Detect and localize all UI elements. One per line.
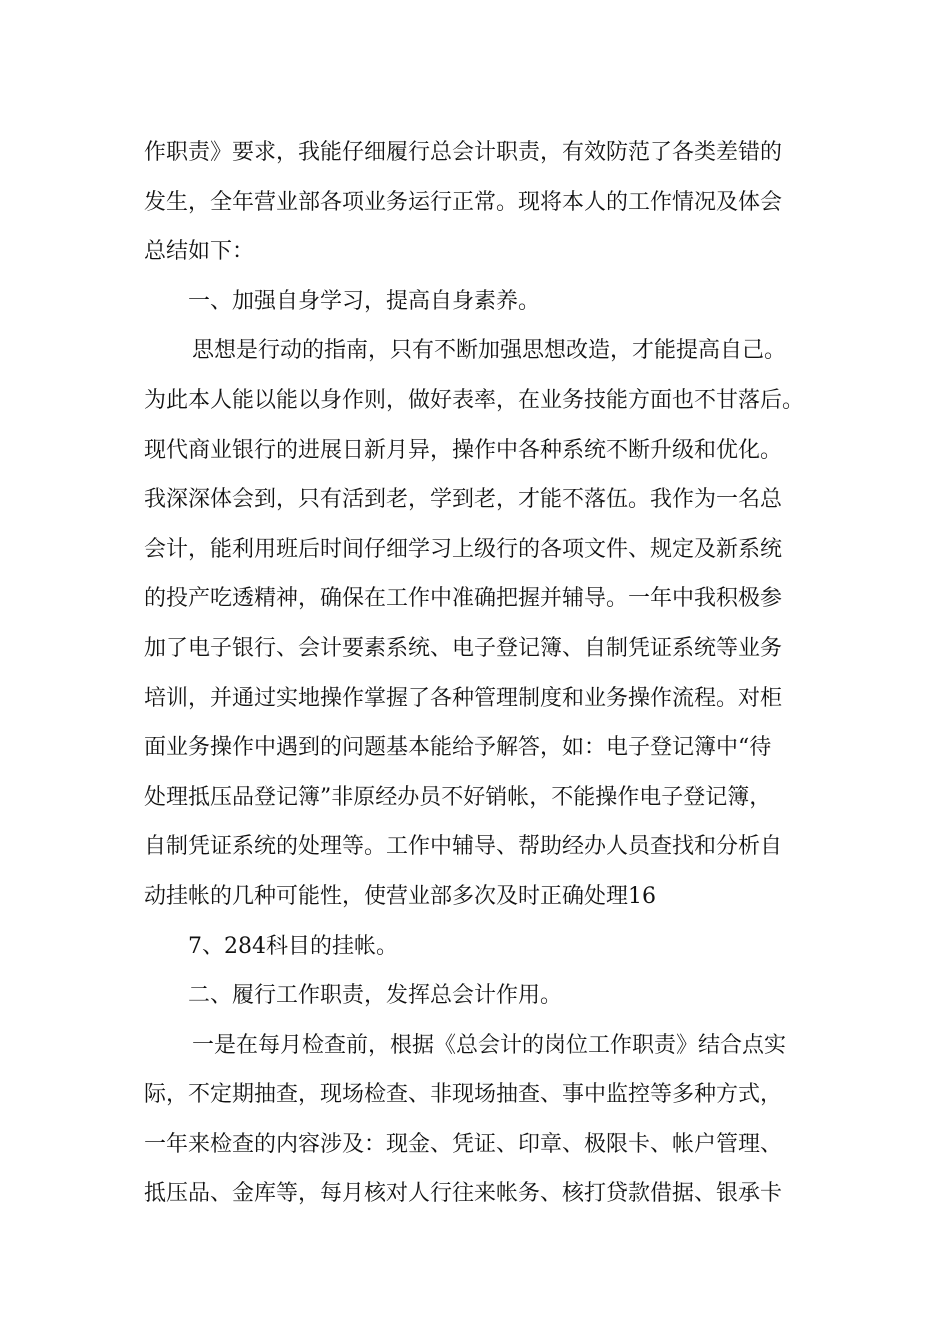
text-line: 面业务操作中遇到的问题基本能给予解答，如：电子登记簿中“待	[144, 735, 772, 761]
text-line: 为此本人能以能以身作则，做好表率，在业务技能方面也不甘落后。	[144, 387, 805, 413]
text-line: 现代商业银行的进展日新月异，操作中各种系统不断升级和优化。	[144, 437, 783, 463]
text-line: 发生，全年营业部各项业务运行正常。现将本人的工作情况及体会	[144, 189, 783, 215]
text-line: 一年来检查的内容涉及：现金、凭证、印章、极限卡、帐户管理、	[144, 1131, 783, 1157]
text-line: 我深深体会到，只有活到老，学到老，才能不落伍。我作为一名总	[144, 487, 783, 513]
text-line: 作职责》要求，我能仔细履行总会计职责，有效防范了各类差错的	[144, 140, 783, 165]
text-line: 自制凭证系统的处理等。工作中辅导、帮助经办人员查找和分析自	[144, 834, 783, 860]
text-line: 动挂帐的几种可能性，使营业部多次及时正确处理16	[144, 883, 656, 909]
text-line: 7、284科目的挂帐。	[188, 933, 398, 959]
text-line: 际，不定期抽查，现场检查、非现场抽查、事中监控等多种方式，	[144, 1082, 783, 1108]
text-line: 一、加强自身学习，提高自身素养。	[188, 288, 541, 314]
text-line: 一是在每月检查前，根据《总会计的岗位工作职责》结合点实	[192, 1032, 787, 1058]
text-line: 总结如下：	[144, 239, 255, 265]
text-line: 的投产吃透精神，确保在工作中准确把握并辅导。一年中我积极参	[144, 586, 783, 612]
text-line: 思想是行动的指南，只有不断加强思想改造，才能提高自己。	[192, 338, 787, 364]
text-line: 处理抵压品登记簿”非原经办员不好销帐，不能操作电子登记簿，	[144, 784, 772, 810]
text-line: 抵压品、金库等，每月核对人行往来帐务、核打贷款借据、银承卡	[144, 1181, 783, 1207]
text-line: 加了电子银行、会计要素系统、电子登记簿、自制凭证系统等业务	[144, 635, 783, 661]
text-line: 培训，并通过实地操作掌握了各种管理制度和业务操作流程。对柜	[144, 685, 783, 711]
text-line: 二、履行工作职责，发挥总会计作用。	[188, 983, 563, 1009]
document-body	[144, 128, 824, 1219]
text-line: 会计，能利用班后时间仔细学习上级行的各项文件、规定及新系统	[144, 536, 783, 562]
